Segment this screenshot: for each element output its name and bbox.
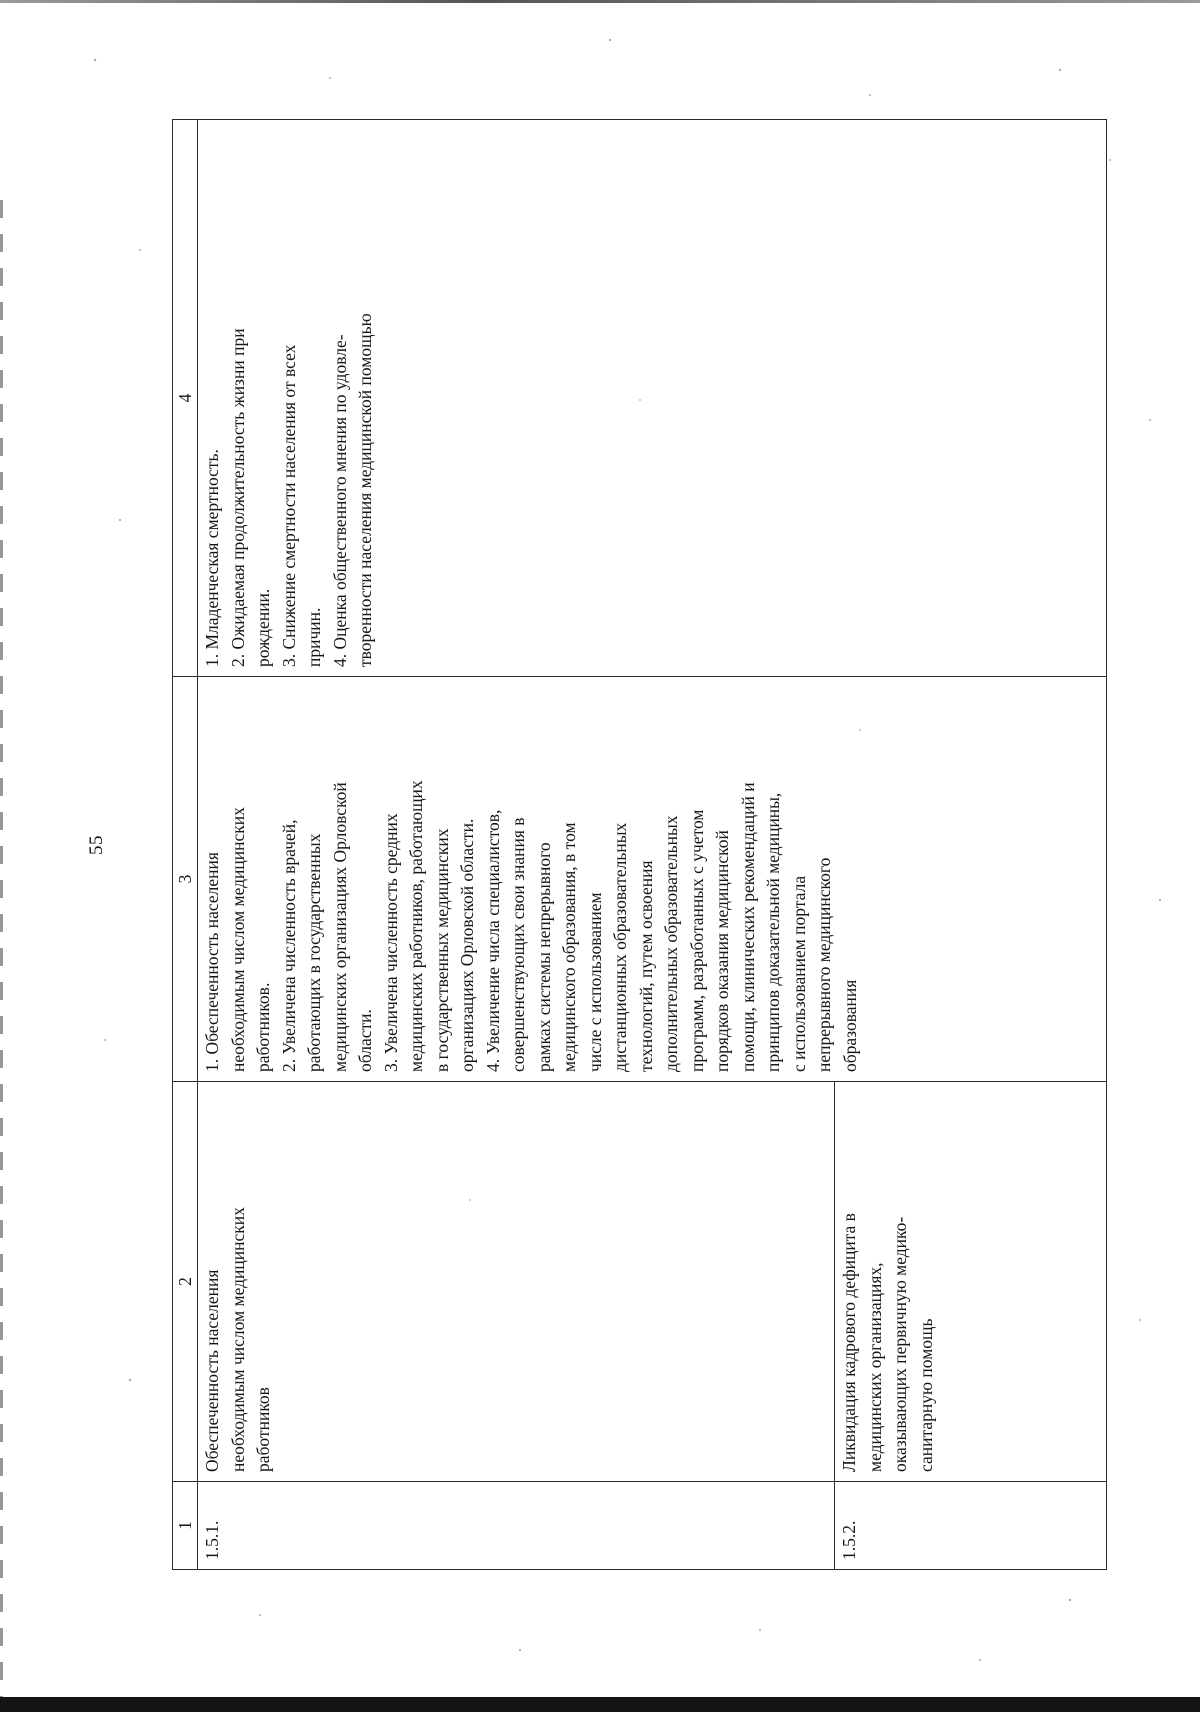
result-line: в государственных медицинских — [431, 828, 452, 1072]
result-line: работников. — [253, 982, 273, 1072]
result-line: рамках системы непрерывного — [533, 842, 554, 1072]
header-col-4: 4 — [173, 120, 198, 677]
result-line: помощи, клинических рекомендаций и — [737, 782, 758, 1072]
header-row — [173, 120, 198, 1570]
scan-edge-left — [0, 200, 3, 1700]
indicator-line: 3. Снижение смертности населения от всех — [278, 344, 299, 667]
result-line: работающих в государственных — [304, 833, 324, 1072]
header-col-1: 1 — [173, 1482, 198, 1570]
result-line: принципов доказательной медицины, — [763, 792, 783, 1072]
measures-table — [172, 119, 1107, 1570]
result-line: медицинского образования, в том — [559, 822, 579, 1072]
row-number: 1.5.1. — [198, 1482, 835, 1570]
table-frame — [172, 120, 1107, 1570]
header-col-2: 2 — [173, 1082, 198, 1482]
task-line: медицинских организациях, — [864, 1262, 885, 1472]
result-line: образования — [839, 979, 860, 1072]
result-line: области. — [355, 1009, 375, 1072]
task-line: Ликвидация кадрового дефицита в — [839, 1213, 859, 1472]
task-cell — [835, 1082, 1107, 1482]
result-line: организациях Орловской области. — [457, 818, 477, 1072]
indicator-line: 1. Младенческая смертность. — [202, 449, 222, 667]
row-number: 1.5.2. — [835, 1482, 1107, 1570]
task-line: оказывающих первичную медико- — [890, 1216, 910, 1472]
result-line: 2. Увеличена численность врачей, — [278, 819, 299, 1072]
result-line: медицинских работников, работающих — [406, 780, 426, 1072]
indicator-line: творенности населения медицинской помощью — [355, 313, 375, 667]
page-number: 55 — [86, 835, 107, 855]
header-col-3: 3 — [173, 677, 198, 1082]
task-line: работников — [253, 1387, 273, 1472]
task-line: необходимым числом медицинских — [227, 1207, 248, 1472]
result-line: порядков оказания медицинской — [712, 830, 732, 1072]
result-line: технологий, путем освоения — [635, 860, 656, 1072]
indicator-line: рождении. — [253, 588, 273, 667]
result-line: 4. Увеличение числа специалистов, — [482, 809, 503, 1072]
result-line: медицинских организациях Орловской — [329, 782, 350, 1072]
indicators-cell — [198, 120, 1107, 677]
result-line: программ, разработанных с учетом — [686, 809, 707, 1072]
task-line: Обеспеченность населения — [202, 1269, 222, 1472]
result-line: дополнительных образовательных — [661, 815, 681, 1072]
result-line: с использованием портала — [788, 875, 809, 1072]
task-cell — [198, 1082, 835, 1482]
result-line: необходимым числом медицинских — [227, 807, 248, 1072]
result-line: совершенствующих свои знания в — [508, 817, 528, 1072]
indicator-line: 2. Ожидаемая продолжительность жизни при — [227, 328, 248, 667]
results-cell — [198, 677, 1107, 1082]
result-line: числе с использованием — [584, 892, 605, 1072]
result-line: 3. Увеличена численность средних — [380, 813, 401, 1072]
scan-edge-bottom — [0, 1697, 1200, 1712]
scan-edge-top — [0, 0, 1200, 3]
table-row — [198, 120, 835, 1570]
task-line: санитарную помощь — [915, 1318, 936, 1472]
result-line: 1. Обеспеченность населения — [202, 852, 222, 1072]
result-line: дистанционных образовательных — [610, 822, 630, 1072]
indicator-line: 4. Оценка общественного мнения по удовле- — [329, 334, 350, 667]
indicator-line: причин. — [304, 607, 324, 667]
result-line: непрерывного медицинского — [814, 857, 834, 1072]
